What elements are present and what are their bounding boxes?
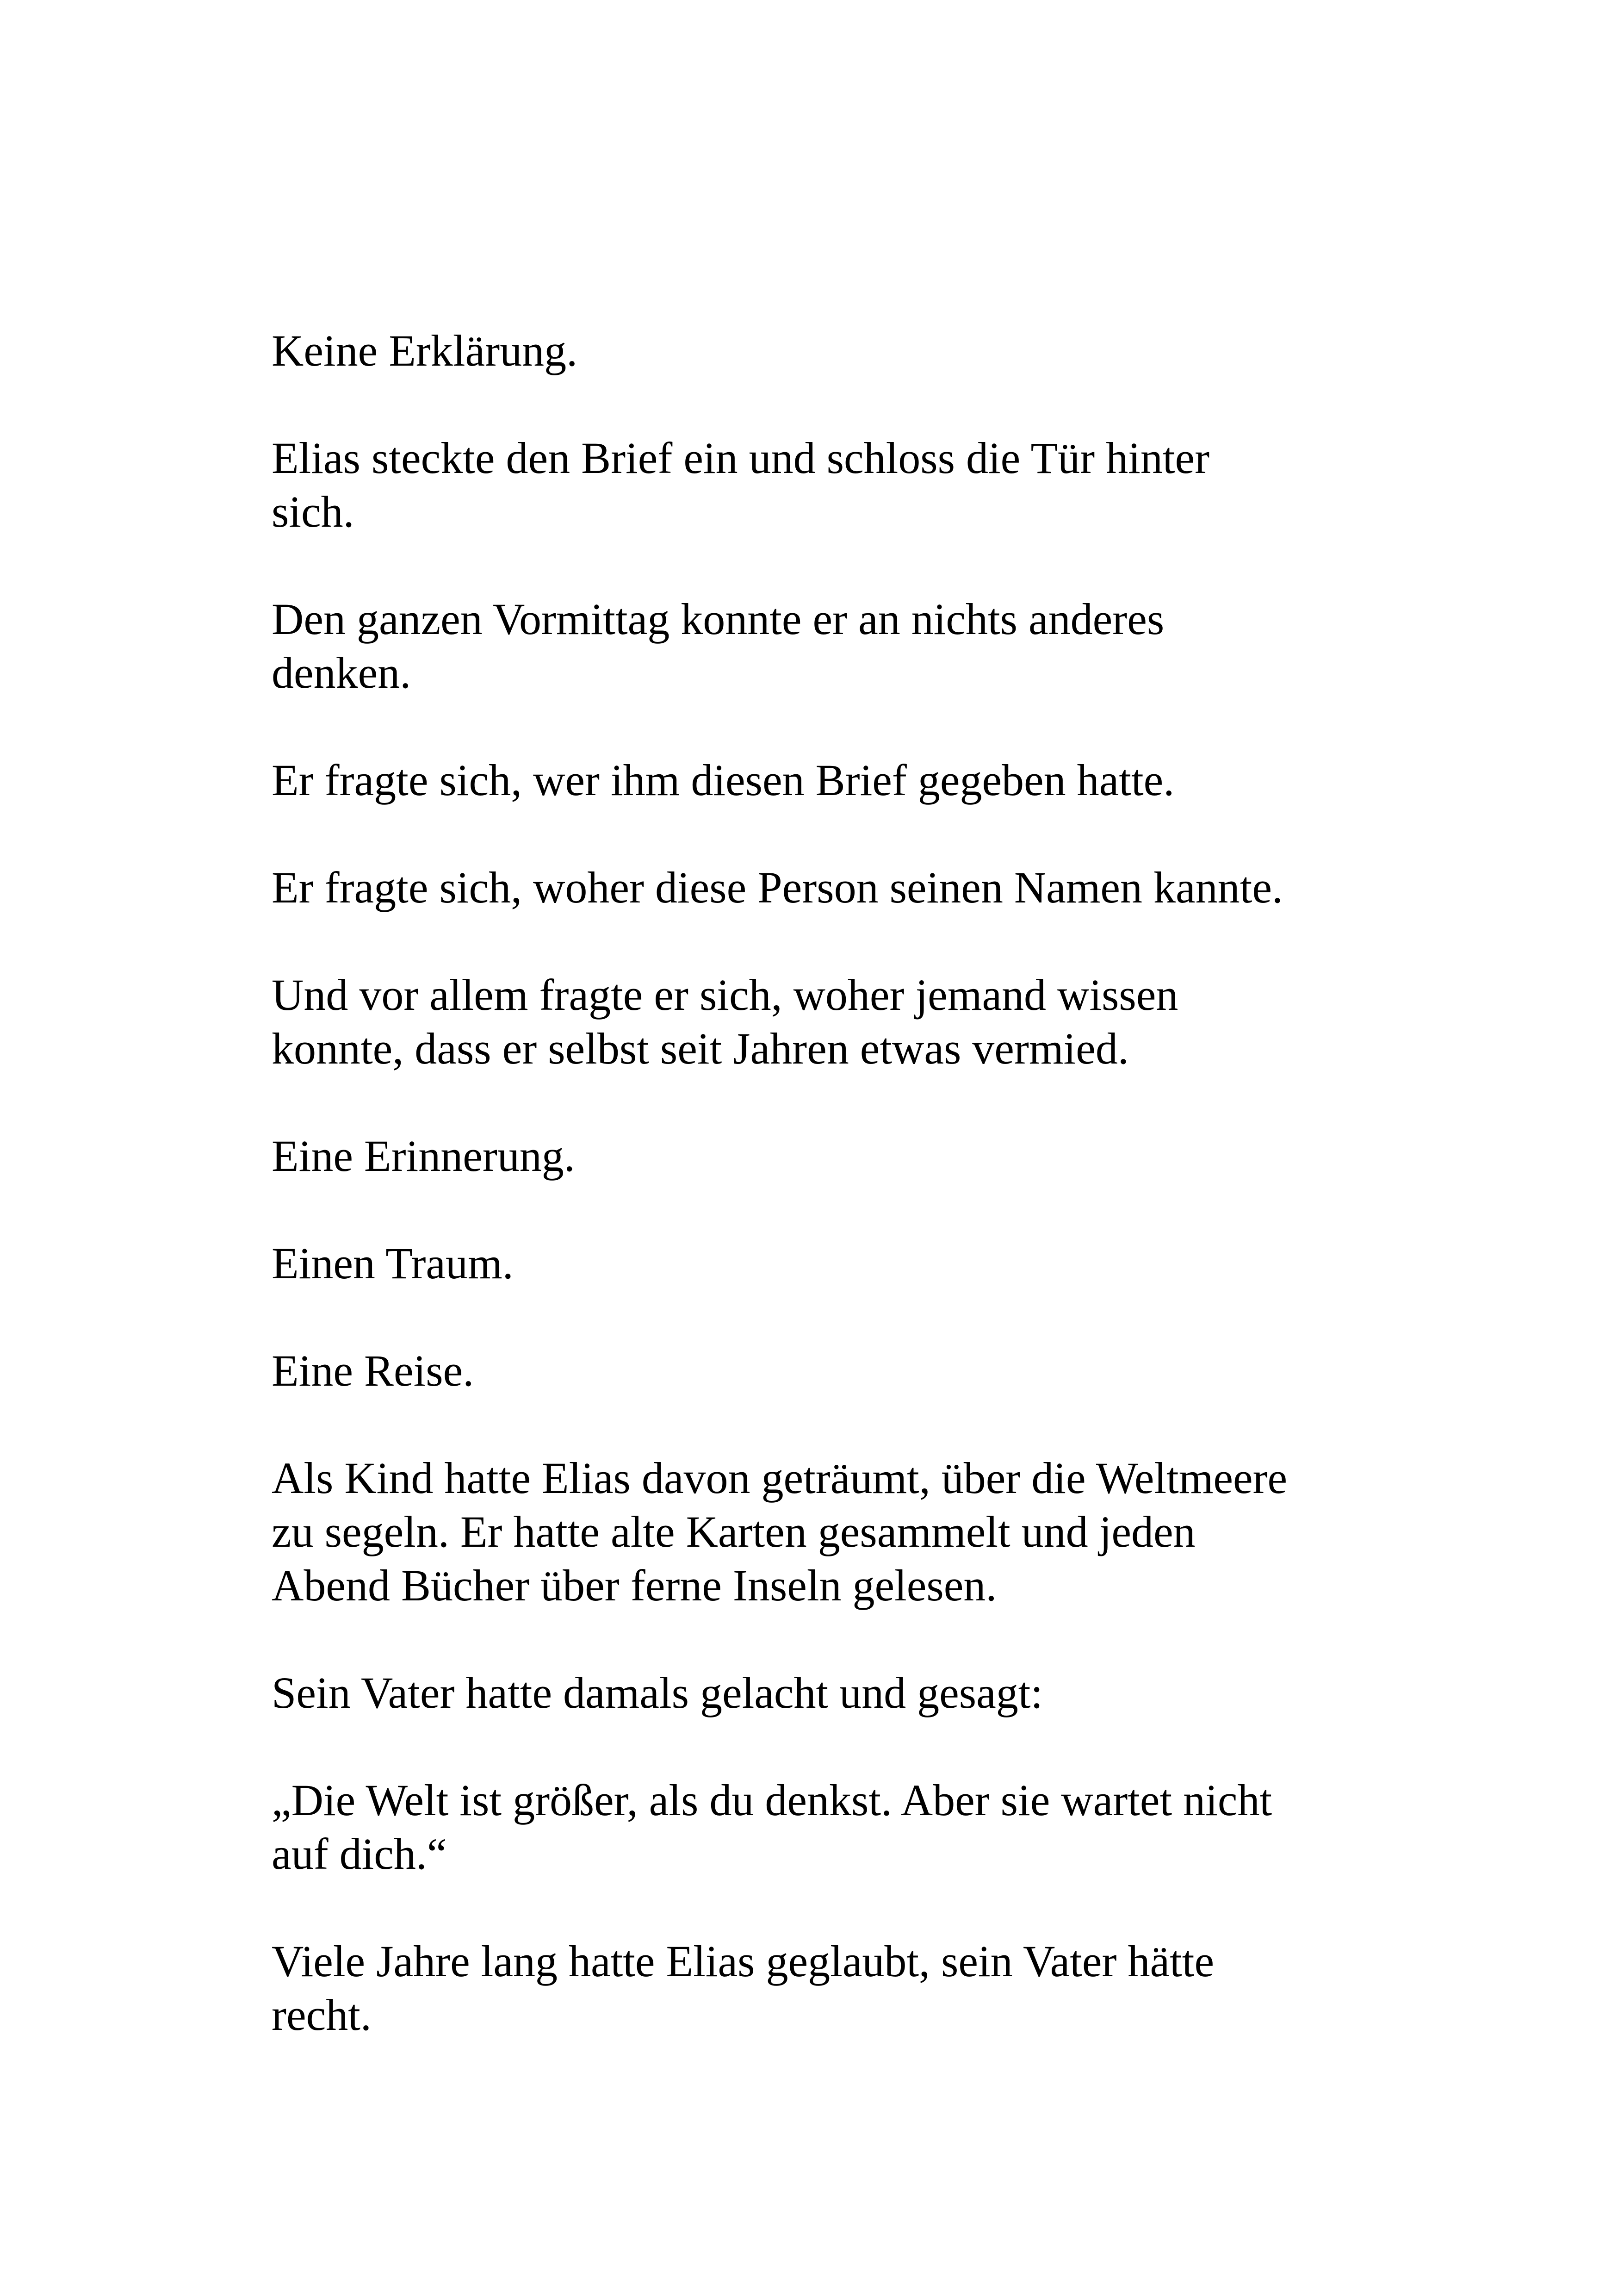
paragraph: [272, 968, 1364, 1076]
paragraph: [272, 592, 1364, 700]
text-line: recht.: [272, 1990, 372, 2040]
text-line: auf dich.“: [272, 1829, 447, 1879]
paragraph: [272, 1129, 1364, 1183]
text-line: sich.: [272, 487, 354, 536]
paragraph: [272, 1935, 1364, 2042]
paragraph: [272, 431, 1364, 539]
text-line: Er fragte sich, woher diese Person seinen Namen kannte.: [272, 863, 1283, 912]
text-line: Sein Vater hatte damals gelacht und gesagt:: [272, 1668, 1043, 1717]
text-line: Einen Traum.: [272, 1238, 514, 1288]
text-line: zu segeln. Er hatte alte Karten gesammelt und jeden: [272, 1507, 1196, 1556]
text-line: Elias steckte den Brief ein und schloss die Tür hinter: [272, 433, 1210, 483]
paragraph: [272, 324, 1364, 378]
text-line: Abend Bücher über ferne Inseln gelesen.: [272, 1561, 997, 1610]
text-line: „Die Welt ist größer, als du denkst. Aber sie wartet nicht: [272, 1775, 1272, 1825]
text-line: Eine Reise.: [272, 1346, 474, 1395]
text-line: Keine Erklärung.: [272, 326, 578, 375]
text-line: Und vor allem fragte er sich, woher jemand wissen: [272, 970, 1178, 1020]
text-line: Als Kind hatte Elias davon geträumt, über die Weltmeere: [272, 1453, 1288, 1503]
paragraph: [272, 1451, 1364, 1612]
paragraph: [272, 1344, 1364, 1398]
paragraph: [272, 753, 1364, 807]
text-line: Viele Jahre lang hatte Elias geglaubt, sein Vater hätte: [272, 1936, 1215, 1986]
text-line: Er fragte sich, wer ihm diesen Brief gegeben hatte.: [272, 755, 1175, 805]
text-line: denken.: [272, 648, 411, 697]
paragraph: [272, 1773, 1364, 1881]
body-text: [272, 324, 1364, 2096]
paragraph: [272, 1666, 1364, 1720]
paragraph: [272, 1237, 1364, 1290]
paragraph: [272, 861, 1364, 915]
text-line: konnte, dass er selbst seit Jahren etwas vermied.: [272, 1024, 1129, 1073]
text-line: Eine Erinnerung.: [272, 1131, 575, 1181]
text-line: Den ganzen Vormittag konnte er an nichts anderes: [272, 594, 1165, 644]
